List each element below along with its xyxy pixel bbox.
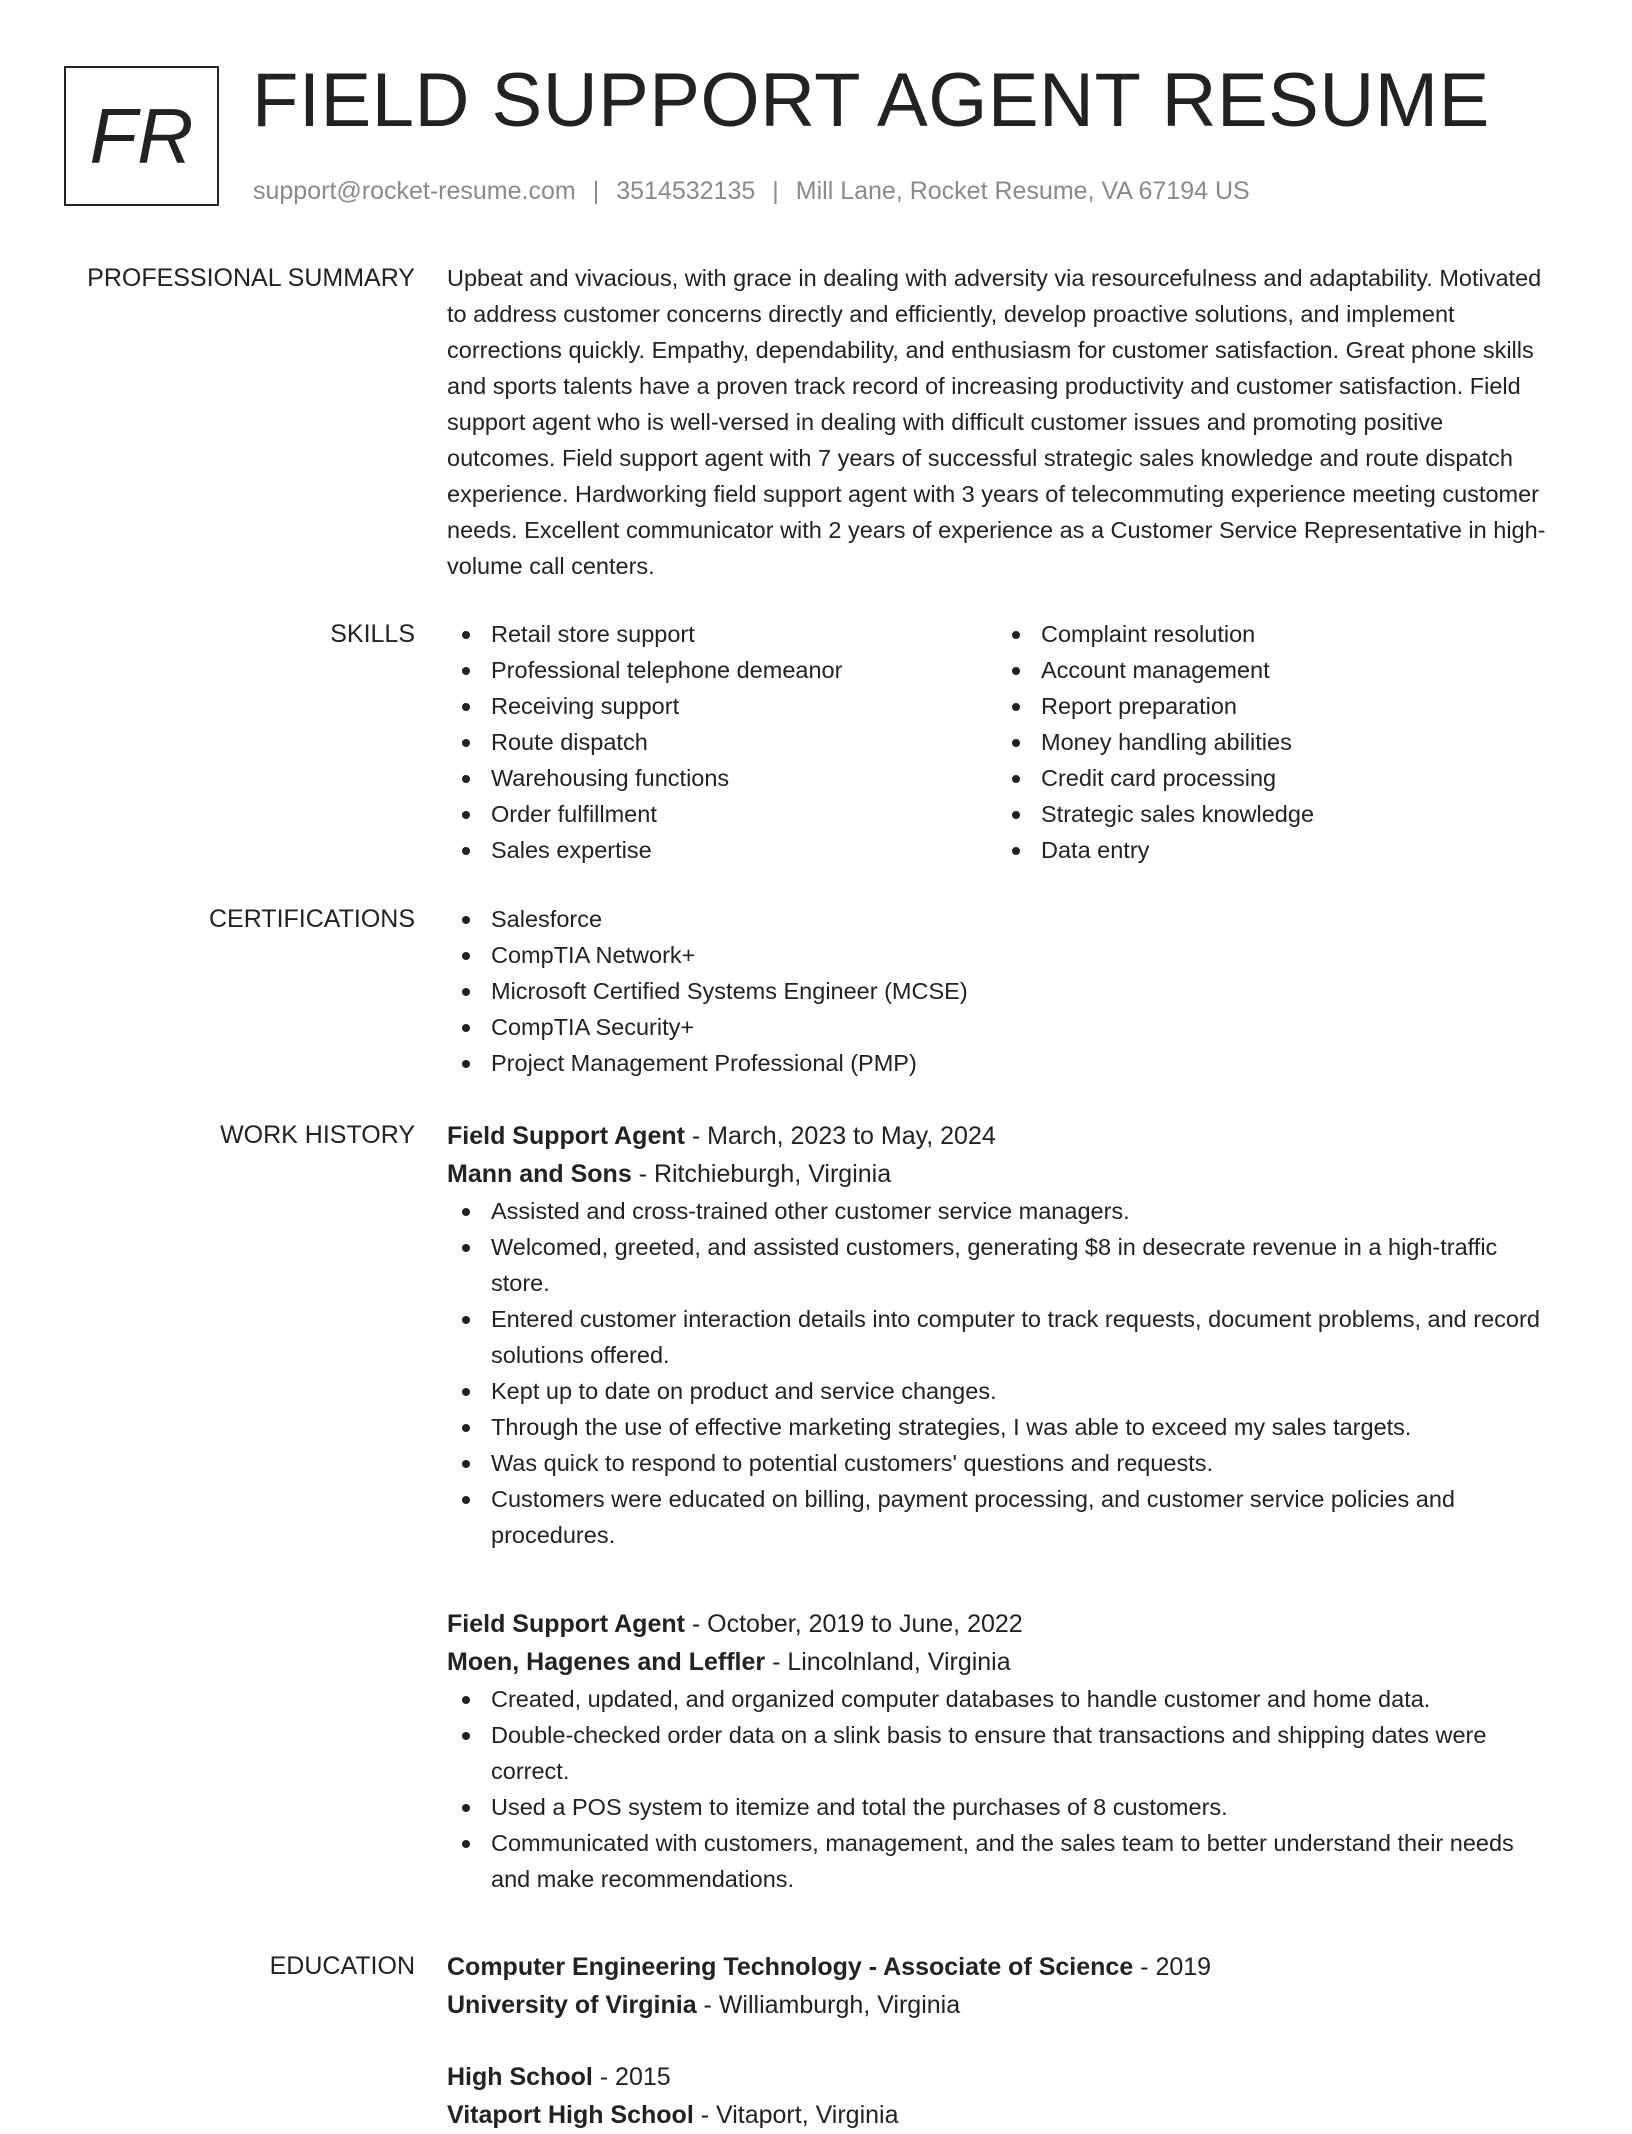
list-item: Communicated with customers, management, and the sales team to better understand their needs and make recommendations.: [447, 1825, 1557, 1897]
section-label-summary: PROFESSIONAL SUMMARY: [87, 264, 415, 292]
section-label-skills: SKILLS: [330, 620, 415, 648]
education-location: - Williamburgh, Virginia: [696, 1991, 961, 2019]
summary-text: Upbeat and vivacious, with grace in dealing with adversity via resourcefulness and adaptability. Motivated to address customer concerns directly and efficiently, develop proactive solutions, and implement corrections quickly. Empathy, dependability, and enthusiasm for customer satisfaction. Great phone skills and sports talents have a proven track record of increasing productivity and customer satisfaction. Field support agent who is well-versed in dealing with difficult customer issues and promoting positive outcomes. Field support agent with 7 years of successful strategic sales knowledge and route dispatch experience. Hardworking field support agent with 3 years of telecommuting experience meeting customer needs. Excellent communicator with 2 years of experience as a Customer Service Representative in high-volume call centers.: [447, 265, 1546, 579]
education-school: Vitaport High School: [447, 2101, 694, 2129]
list-item: Sales expertise: [447, 832, 987, 868]
contact-separator: |: [592, 177, 600, 205]
list-item: Credit card processing: [997, 760, 1537, 796]
job-company-line: [447, 1155, 1557, 1193]
job-bullets: [447, 1193, 1557, 1553]
list-item: Receiving support: [447, 688, 987, 724]
list-item: Route dispatch: [447, 724, 987, 760]
education-year: - 2015: [592, 2063, 671, 2091]
job-title: Field Support Agent: [447, 1610, 685, 1638]
list-item: Entered customer interaction details into computer to track requests, document problems, and record solutions offered.: [447, 1301, 1557, 1373]
list-item: Salesforce: [447, 901, 1557, 937]
list-item: Welcomed, greeted, and assisted customers, generating $8 in desecrate revenue in a high-traffic store.: [447, 1229, 1557, 1301]
contact-separator: |: [772, 177, 779, 205]
summary-body: [447, 260, 1557, 584]
education-school: University of Virginia: [447, 1991, 697, 2019]
work-history-body: [447, 1117, 1557, 1897]
skills-list-right: [997, 616, 1537, 868]
list-item: CompTIA Network+: [447, 937, 1557, 973]
contact-email: support@rocket-resume.com: [253, 177, 576, 205]
list-item: Money handling abilities: [997, 724, 1537, 760]
job-title: Field Support Agent: [447, 1122, 685, 1150]
contact-address: Mill Lane, Rocket Resume, VA 67194 US: [795, 177, 1250, 205]
certifications-body: [447, 901, 1557, 1081]
monogram-box: [64, 66, 219, 206]
education-body: [447, 1948, 1557, 2134]
education-degree: Computer Engineering Technology - Associate of Science: [447, 1953, 1134, 1981]
list-item: CompTIA Security+: [447, 1009, 1557, 1045]
section-label-education: EDUCATION: [269, 1952, 415, 1980]
job-title-line: [447, 1605, 1557, 1643]
job-company: Mann and Sons: [447, 1160, 632, 1188]
contact-line: [253, 174, 1250, 208]
job-entry: [447, 1605, 1557, 1897]
contact-phone: 3514532135: [616, 177, 756, 205]
job-dates: - March, 2023 to May, 2024: [684, 1122, 996, 1150]
resume-title: FIELD SUPPORT AGENT RESUME: [252, 58, 1490, 143]
list-item: Professional telephone demeanor: [447, 652, 987, 688]
list-item: Warehousing functions: [447, 760, 987, 796]
list-item: Order fulfillment: [447, 796, 987, 832]
list-item: Through the use of effective marketing strategies, I was able to exceed my sales targets.: [447, 1409, 1557, 1445]
education-school-line: [447, 1986, 1557, 2024]
job-location: - Ritchieburgh, Virginia: [631, 1160, 892, 1188]
list-item: Kept up to date on product and service changes.: [447, 1373, 1557, 1409]
job-title-line: [447, 1117, 1557, 1155]
monogram-initials: FR: [89, 91, 194, 180]
job-dates: - October, 2019 to June, 2022: [684, 1610, 1023, 1638]
education-degree-line: [447, 1948, 1557, 1986]
list-item: Used a POS system to itemize and total the purchases of 8 customers.: [447, 1789, 1557, 1825]
list-item: Was quick to respond to potential customers' questions and requests.: [447, 1445, 1557, 1481]
education-year: - 2019: [1133, 1953, 1212, 1981]
list-item: Strategic sales knowledge: [997, 796, 1537, 832]
job-location: - Lincolnland, Virginia: [765, 1648, 1011, 1676]
list-item: Customers were educated on billing, payment processing, and customer service policies and procedures.: [447, 1481, 1557, 1553]
section-label-certifications: CERTIFICATIONS: [208, 905, 415, 933]
list-item: Retail store support: [447, 616, 987, 652]
list-item: Account management: [997, 652, 1537, 688]
certifications-list: [447, 901, 1557, 1081]
education-entry: [447, 2058, 1557, 2134]
job-company: Moen, Hagenes and Leffler: [447, 1648, 766, 1676]
job-company-line: [447, 1643, 1557, 1681]
job-bullets: [447, 1681, 1557, 1897]
skills-list-left: [447, 616, 987, 868]
list-item: Double-checked order data on a slink basis to ensure that transactions and shipping dates were correct.: [447, 1717, 1557, 1789]
education-location: - Vitaport, Virginia: [693, 2101, 899, 2129]
job-entry: [447, 1117, 1557, 1553]
list-item: Assisted and cross-trained other customer service managers.: [447, 1193, 1557, 1229]
list-item: Created, updated, and organized computer databases to handle customer and home data.: [447, 1681, 1557, 1717]
list-item: Microsoft Certified Systems Engineer (MCSE): [447, 973, 1557, 1009]
education-school-line: [447, 2096, 1557, 2134]
section-label-work-history: WORK HISTORY: [220, 1121, 415, 1149]
list-item: Report preparation: [997, 688, 1537, 724]
list-item: Complaint resolution: [997, 616, 1537, 652]
education-degree-line: [447, 2058, 1557, 2096]
list-item: Data entry: [997, 832, 1537, 868]
education-degree: High School: [447, 2063, 593, 2091]
education-entry: [447, 1948, 1557, 2024]
list-item: Project Management Professional (PMP): [447, 1045, 1557, 1081]
